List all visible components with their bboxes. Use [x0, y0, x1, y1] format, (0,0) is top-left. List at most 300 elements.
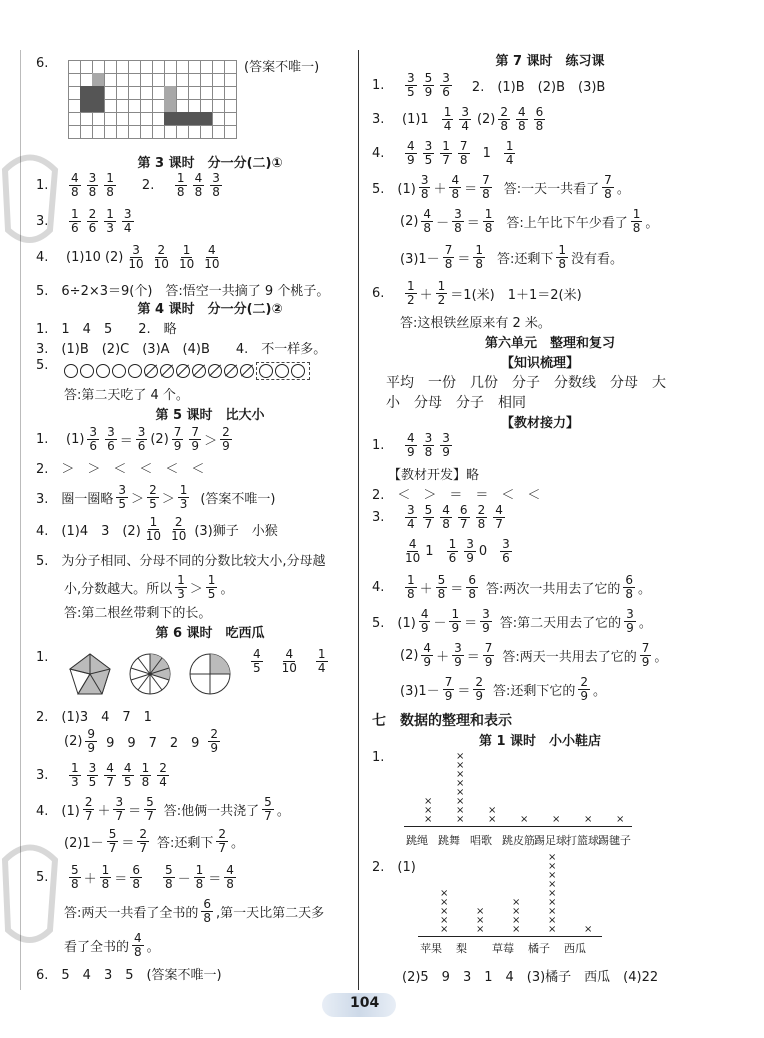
l3-q1: [36, 172, 225, 199]
fraction: $\frac{4}{8}$: [226, 863, 234, 891]
answer-text: 。: [276, 804, 290, 819]
symbol: ＋: [436, 650, 450, 665]
x-mark: ×: [548, 861, 557, 872]
r-u5a: [372, 608, 652, 635]
x-mark: ×: [440, 906, 449, 917]
fraction: $\frac{4}{10}$: [405, 537, 421, 565]
answer-text: 2. (1)B (2)B (3)B: [471, 80, 606, 95]
circle-icon: [275, 364, 289, 378]
fraction: $\frac{4}{9}$: [407, 139, 415, 167]
category-label: 踢足球: [534, 834, 567, 847]
crossed-circle-icon: [144, 364, 158, 378]
l6-q3: [36, 762, 172, 789]
l3-q5: 5. 6÷2×3＝9(个) 答:悟空一共摘了 9 个桃子。: [36, 284, 330, 299]
r-u3b: [400, 538, 515, 565]
x-mark-column: [616, 815, 624, 824]
answer-text: 看了全书的: [64, 940, 130, 955]
fraction: $\frac{4}{8}$: [423, 207, 432, 235]
answer-text: 。: [146, 940, 160, 955]
symbol: －: [177, 872, 191, 887]
fraction: $\frac{7}{9}$: [191, 425, 200, 453]
answer-text: 没有看。: [571, 252, 624, 267]
q-number: 1.: [372, 438, 385, 453]
symbol: ＝: [457, 684, 471, 699]
grid-cell: [164, 86, 176, 99]
r-q6-answer: 答:这根铁丝原来有 2 米。: [400, 316, 551, 331]
q-number: 3.: [372, 112, 385, 127]
unit6-title: 第六单元 整理和复习: [484, 336, 615, 351]
fraction: $\frac{3}{9}$: [626, 607, 634, 635]
l5-q1: [36, 426, 235, 453]
fraction: $\frac{2}{10}$: [153, 243, 169, 271]
l3-q4: [36, 244, 225, 271]
fraction: $\frac{1}{6}$: [448, 537, 457, 565]
lesson4-title: 第 4 课时 分一分(二)②: [137, 302, 283, 317]
answer-text: 答:还剩下: [496, 252, 554, 267]
fraction: $\frac{4}{5}$: [123, 761, 132, 789]
l5-q2: 2. ＞ ＞ ＜ ＜ ＜ ＜: [36, 462, 205, 477]
fraction: $\frac{3}{5}$: [407, 71, 415, 99]
answer-text: (3)1－: [400, 684, 440, 699]
q-number: 1.: [36, 432, 49, 447]
x-mark: ×: [456, 769, 465, 780]
fraction: $\frac{3}{4}$: [123, 207, 132, 235]
fraction: $\frac{3}{9}$: [482, 607, 490, 635]
answer-text: 1: [425, 544, 434, 559]
category-label: 打篮球: [566, 834, 599, 847]
fraction: $\frac{4}{8}$: [194, 171, 203, 199]
crossed-circle-icon: [192, 364, 206, 378]
symbol: －: [436, 216, 450, 231]
fraction: $\frac{4}{8}$: [518, 105, 526, 133]
fraction: $\frac{5}{8}$: [164, 863, 173, 891]
fraction: $\frac{5}{7}$: [424, 503, 433, 531]
fraction: $\frac{7}{9}$: [641, 641, 650, 669]
fraction: $\frac{4}{8}$: [134, 931, 142, 959]
symbol: ＝: [121, 836, 135, 851]
circle-icon: [259, 364, 273, 378]
symbol: ＋: [419, 288, 433, 303]
fraction: $\frac{7}{8}$: [604, 173, 612, 201]
q-number: 6.: [372, 286, 385, 301]
x-mark: ×: [424, 796, 433, 807]
q-number: 1.: [372, 78, 385, 93]
grid-cell: [164, 99, 176, 112]
q-number: 3.: [36, 768, 49, 783]
answer-text: (3)1－: [400, 252, 440, 267]
x-mark: ×: [512, 915, 521, 926]
fraction: $\frac{3}{9}$: [466, 537, 474, 565]
symbol: ＋: [433, 182, 447, 197]
fraction: $\frac{2}{5}$: [149, 483, 157, 511]
answer-text: 1: [482, 146, 491, 161]
lesson3-title: 第 3 课时 分一分(二)①: [137, 156, 283, 171]
fraction: $\frac{3}{8}$: [212, 171, 220, 199]
l6-q2b: [64, 728, 223, 755]
x-mark: ×: [440, 888, 449, 899]
symbol: ＞: [204, 434, 218, 449]
fraction: $\frac{2}{8}$: [500, 105, 509, 133]
section-tag-relay: 【教材接力】: [500, 416, 579, 431]
lesson5-title: 第 5 课时 比大小: [155, 408, 265, 423]
r-u4: [372, 574, 651, 601]
fraction: $\frac{1}{3}$: [177, 573, 185, 601]
q-number: 3.: [372, 510, 385, 525]
category-label: 草莓: [492, 942, 514, 955]
x-mark: ×: [548, 906, 557, 917]
circle-icon: [80, 364, 94, 378]
q-number: 3.: [36, 214, 49, 229]
answer-text: (2): [104, 250, 124, 265]
fraction: $\frac{3}{8}$: [88, 171, 97, 199]
fraction: $\frac{1}{8}$: [475, 243, 483, 271]
circle-icon: [291, 364, 305, 378]
x-mark: ×: [456, 778, 465, 789]
answer-text: 。: [638, 616, 652, 631]
answer-text: 。: [637, 582, 651, 597]
l6-q5-answer1: [64, 898, 324, 925]
fraction: $\frac{3}{9}$: [454, 641, 462, 669]
answer-text: 。: [231, 836, 245, 851]
fraction: $\frac{2}{9}$: [222, 425, 230, 453]
dashed-box: [256, 362, 310, 380]
fraction: $\frac{4}{8}$: [71, 171, 79, 199]
fraction: $\frac{5}{8}$: [437, 573, 446, 601]
fraction: $\frac{1}{8}$: [407, 573, 415, 601]
circle-icon: [96, 364, 110, 378]
answer-text: 答:还剩下它的: [492, 684, 576, 699]
watermark-stamp-icon: [0, 140, 60, 260]
fraction: $\frac{3}{6}$: [502, 537, 510, 565]
fraction: $\frac{2}{4}$: [159, 761, 167, 789]
answer-text: 。: [220, 582, 234, 597]
fraction: $\frac{6}{8}$: [625, 573, 633, 601]
x-mark-column: [584, 925, 592, 934]
answer-text: 0: [478, 544, 488, 559]
symbol: ＝: [119, 434, 133, 449]
symbol: ＝: [457, 252, 471, 267]
x-mark: ×: [456, 814, 465, 825]
watermark-stamp-icon: [0, 830, 60, 960]
chart2-answers: (2)5 9 3 1 4 (3)橘子 西瓜 (4)22: [402, 970, 659, 985]
category-label: 梨: [456, 942, 467, 955]
l4-q5: [36, 358, 48, 373]
fraction: $\frac{4}{10}$: [204, 243, 220, 271]
fraction: $\frac{3}{8}$: [424, 431, 433, 459]
lesson6-title: 第 6 课时 吃西瓜: [155, 626, 265, 641]
fraction: $\frac{1}{8}$: [484, 207, 493, 235]
x-mark: ×: [512, 924, 521, 935]
answer-text: 小,分数越大。所以: [64, 582, 173, 597]
category-label: 苹果: [420, 942, 442, 955]
page-number: 104: [350, 995, 380, 1011]
fraction: $\frac{2}{8}$: [477, 503, 486, 531]
x-mark: ×: [584, 924, 593, 935]
x-mark: ×: [552, 814, 561, 825]
x-mark: ×: [440, 897, 449, 908]
answer-text: (2): [400, 214, 419, 229]
fraction: $\frac{1}{2}$: [437, 279, 446, 307]
fraction: $\frac{1}{3}$: [71, 761, 79, 789]
fraction: $\frac{1}{4}$: [443, 105, 452, 133]
fraction: $\frac{2}{9}$: [475, 675, 483, 703]
fraction: $\frac{3}{5}$: [424, 139, 433, 167]
fraction: $\frac{2}{9}$: [580, 675, 589, 703]
x-mark: ×: [584, 814, 593, 825]
answer-text: 。: [654, 650, 668, 665]
fraction: $\frac{3}{5}$: [118, 483, 127, 511]
q-number: 5.: [36, 870, 49, 885]
category-label: 踢毽子: [598, 834, 631, 847]
circle-icon: [64, 364, 78, 378]
l6-q4b: [64, 828, 244, 855]
x-mark: ×: [440, 924, 449, 935]
symbol: ＝: [466, 650, 480, 665]
terms-line2: 小 分母 分子 相同: [386, 395, 526, 411]
answer-text: 4. (1)4 3 (2): [36, 524, 141, 539]
fraction: $\frac{1}{10}$: [178, 243, 195, 271]
answer-text: 答:两次一共用去了它的: [485, 582, 621, 597]
circles-figure: [64, 362, 310, 380]
fraction: $\frac{1}{8}$: [558, 243, 567, 271]
fraction: $\frac{3}{7}$: [115, 795, 124, 823]
r-u3a: [372, 504, 508, 531]
fraction: $\frac{2}{10}$: [171, 515, 187, 543]
fraction: $\frac{3}{10}$: [128, 243, 144, 271]
l6-q4a: [36, 796, 290, 823]
l4-q1: 1. 1 4 5 2. 略: [36, 322, 177, 337]
answer-text: (2)1－: [64, 836, 104, 851]
fraction: $\frac{4}{10}$: [281, 647, 297, 675]
fraction: $\frac{1}{6}$: [71, 207, 79, 235]
fraction: $\frac{4}{8}$: [451, 173, 460, 201]
fraction: $\frac{2}{7}$: [139, 827, 147, 855]
terms-line1: 平均 一份 几份 分子 分数线 分母 大: [386, 375, 666, 391]
answer-text: 4. (1): [36, 804, 80, 819]
answer-text: (1): [66, 432, 85, 447]
unit7-title: 七 数据的整理和表示: [372, 713, 512, 729]
crossed-circle-icon: [224, 364, 238, 378]
answer-text: 5. (1): [372, 616, 416, 631]
r-q5b: [400, 208, 658, 235]
answer-text: 。: [645, 216, 659, 231]
r-q6: [372, 280, 582, 307]
fraction: $\frac{6}{7}$: [459, 503, 468, 531]
category-label: 跳皮筋: [502, 834, 535, 847]
fraction: $\frac{1}{10}$: [145, 515, 162, 543]
x-mark: ×: [548, 870, 557, 881]
symbol: ＞: [189, 582, 203, 597]
fraction: $\frac{3}{8}$: [420, 173, 429, 201]
fraction: $\frac{2}{7}$: [218, 827, 227, 855]
x-mark: ×: [488, 814, 497, 825]
grid-figure: [68, 60, 237, 139]
fraction: $\frac{6}{8}$: [132, 863, 140, 891]
circle-icon: [112, 364, 126, 378]
fraction: $\frac{3}{6}$: [107, 425, 115, 453]
answer-text: 答:两天一共看了全书的: [64, 906, 199, 921]
x-mark: ×: [548, 924, 557, 935]
fraction: $\frac{7}{8}$: [444, 243, 453, 271]
x-mark-column: [520, 815, 528, 824]
l3-q3: [36, 208, 137, 235]
q-number: 4.: [372, 146, 385, 161]
answer-text: 答:还剩下: [156, 836, 214, 851]
x-mark: ×: [456, 796, 465, 807]
fraction: $\frac{1}{8}$: [632, 207, 641, 235]
fraction: $\frac{9}{9}$: [87, 727, 96, 755]
crossed-circle-icon: [176, 364, 190, 378]
fraction: $\frac{5}{9}$: [424, 71, 433, 99]
l6-q1-fracs: [248, 648, 331, 675]
fraction: $\frac{4}{9}$: [423, 641, 432, 669]
fraction: $\frac{3}{8}$: [454, 207, 462, 235]
x-mark: ×: [456, 751, 465, 762]
symbol: ＝: [464, 182, 478, 197]
l6-q2a: 2. (1)3 4 7 1: [36, 710, 152, 725]
l4-q3: 3. (1)B (2)C (3)A (4)B 4. 不一样多。: [36, 342, 327, 357]
x-mark: ×: [476, 906, 485, 917]
fraction: $\frac{1}{9}$: [451, 607, 460, 635]
l5-q3: 3. 圈一圈略 $\frac{3}{5}$ ＞ $\frac{2}{5}$ ＞ $\frac{1}{3}$ (答案不唯一): [36, 483, 276, 511]
x-mark-column: [512, 898, 520, 934]
r-q3: [372, 106, 548, 133]
section-tag-dev: 【教材开发】略: [388, 468, 480, 483]
symbol: ＝: [466, 216, 480, 231]
fraction: $\frac{1}{3}$: [106, 207, 114, 235]
l6-q1-num: 1.: [36, 650, 49, 665]
q-number: 4.: [36, 250, 49, 265]
r-u1: [372, 432, 455, 459]
grid-cell: [80, 86, 104, 112]
x-mark: ×: [520, 814, 529, 825]
category-label: 西瓜: [564, 942, 586, 955]
l6-q5-answer2: [64, 932, 160, 959]
crossed-circle-icon: [160, 364, 174, 378]
fraction: $\frac{3}{6}$: [137, 425, 146, 453]
answer-text: (2): [64, 734, 83, 749]
x-mark: ×: [548, 879, 557, 890]
category-label: 跳绳: [406, 834, 428, 847]
symbol: ＝: [464, 616, 478, 631]
fraction: $\frac{5}{7}$: [108, 827, 117, 855]
l5-q4: [36, 516, 278, 543]
fraction: $\frac{2}{6}$: [88, 207, 97, 235]
fraction: $\frac{1}{5}$: [207, 573, 216, 601]
answer-text: 。: [593, 684, 607, 699]
fraction: $\frac{3}{6}$: [442, 71, 450, 99]
fraction: $\frac{1}{8}$: [176, 171, 185, 199]
x-mark: ×: [548, 852, 557, 863]
category-label: 橘子: [528, 942, 550, 955]
answer-text: ＝1(米) 1＋1＝2(米): [450, 288, 582, 303]
x-mark: ×: [424, 805, 433, 816]
fraction: $\frac{1}{8}$: [106, 171, 114, 199]
fraction: $\frac{3}{4}$: [461, 105, 469, 133]
note-text: (答案不唯一): [200, 492, 276, 507]
q-number: 4.: [372, 580, 385, 595]
fraction: $\frac{1}{8}$: [141, 761, 150, 789]
answer-text: (3)狮子 小猴: [194, 524, 278, 539]
answer-text: 3. 圈一圈略: [36, 492, 114, 507]
x-mark-column: [456, 752, 464, 824]
fraction: $\frac{1}{7}$: [442, 139, 450, 167]
x-mark-column: [424, 797, 432, 824]
symbol: ＝: [450, 582, 464, 597]
l4-answer: 答:第二天吃了 4 个。: [64, 388, 189, 403]
r-q4: [372, 140, 518, 167]
x-mark: ×: [456, 787, 465, 798]
chart1-qnum: 1.: [372, 750, 385, 765]
fraction: $\frac{3}{4}$: [407, 503, 415, 531]
x-mark: ×: [476, 924, 485, 935]
x-mark-column: [488, 806, 496, 824]
fraction: $\frac{6}{8}$: [203, 897, 212, 925]
grid-cell: [164, 112, 212, 125]
section-tag-knowledge: 【知识梳理】: [500, 356, 579, 371]
l6-q5: [36, 864, 239, 891]
chart-baseline: [418, 936, 602, 937]
x-mark: ×: [548, 888, 557, 899]
l5-q5b: [64, 574, 233, 601]
x-mark-column: [552, 815, 560, 824]
answer-text: 答:一天一共看了: [503, 182, 600, 197]
crossed-circle-icon: [208, 364, 222, 378]
fraction: $\frac{1}{8}$: [195, 863, 204, 891]
fraction: $\frac{1}{4}$: [505, 139, 514, 167]
lesson71-title: 第 1 课时 小小鞋店: [478, 734, 602, 749]
r-q1: [372, 72, 605, 99]
answer-text: (1)1: [402, 112, 429, 127]
fraction: $\frac{5}{7}$: [146, 795, 154, 823]
crossed-circle-icon: [240, 364, 254, 378]
answer-text: 答:两天一共用去了它的: [502, 650, 637, 665]
x-mark: ×: [476, 915, 485, 926]
category-label: 跳舞: [438, 834, 460, 847]
fraction: $\frac{4}{7}$: [106, 761, 114, 789]
fraction: $\frac{4}{9}$: [407, 431, 415, 459]
fraction: $\frac{1}{4}$: [317, 647, 326, 675]
r-q5c: [400, 244, 623, 271]
symbol: －: [433, 616, 447, 631]
r-u5c: [400, 676, 606, 703]
q-number: 6.: [36, 56, 49, 71]
fraction: $\frac{3}{9}$: [442, 431, 450, 459]
l5-q5a: 5. 为分子相同、分母不同的分数比较大小,分母越: [36, 554, 326, 569]
q6-note: (答案不唯一): [244, 60, 320, 75]
fraction: $\frac{3}{6}$: [89, 425, 98, 453]
answer-text: 5. (1): [372, 182, 416, 197]
fraction: $\frac{4}{9}$: [420, 607, 429, 635]
symbol: ＝: [208, 872, 222, 887]
answer-text: 答:他俩一共浇了: [163, 804, 260, 819]
grid-cell: [92, 73, 104, 86]
fraction: $\frac{4}{5}$: [253, 647, 261, 675]
fraction: $\frac{7}{9}$: [484, 641, 493, 669]
column-divider: [358, 50, 359, 990]
fraction: $\frac{7}{9}$: [173, 425, 182, 453]
answer-text: 答:第二天用去了它的: [499, 616, 622, 631]
q-number: 2.: [141, 178, 155, 193]
fraction: $\frac{7}{9}$: [444, 675, 453, 703]
lesson7-title: 第 7 课时 练习课: [495, 54, 605, 69]
answer-text: (1)10: [66, 250, 101, 265]
q6-top: [36, 56, 48, 71]
x-mark: ×: [424, 814, 433, 825]
r-q5a: [372, 174, 630, 201]
fraction: $\frac{1}{2}$: [407, 279, 415, 307]
answer-text: (2): [476, 112, 496, 127]
